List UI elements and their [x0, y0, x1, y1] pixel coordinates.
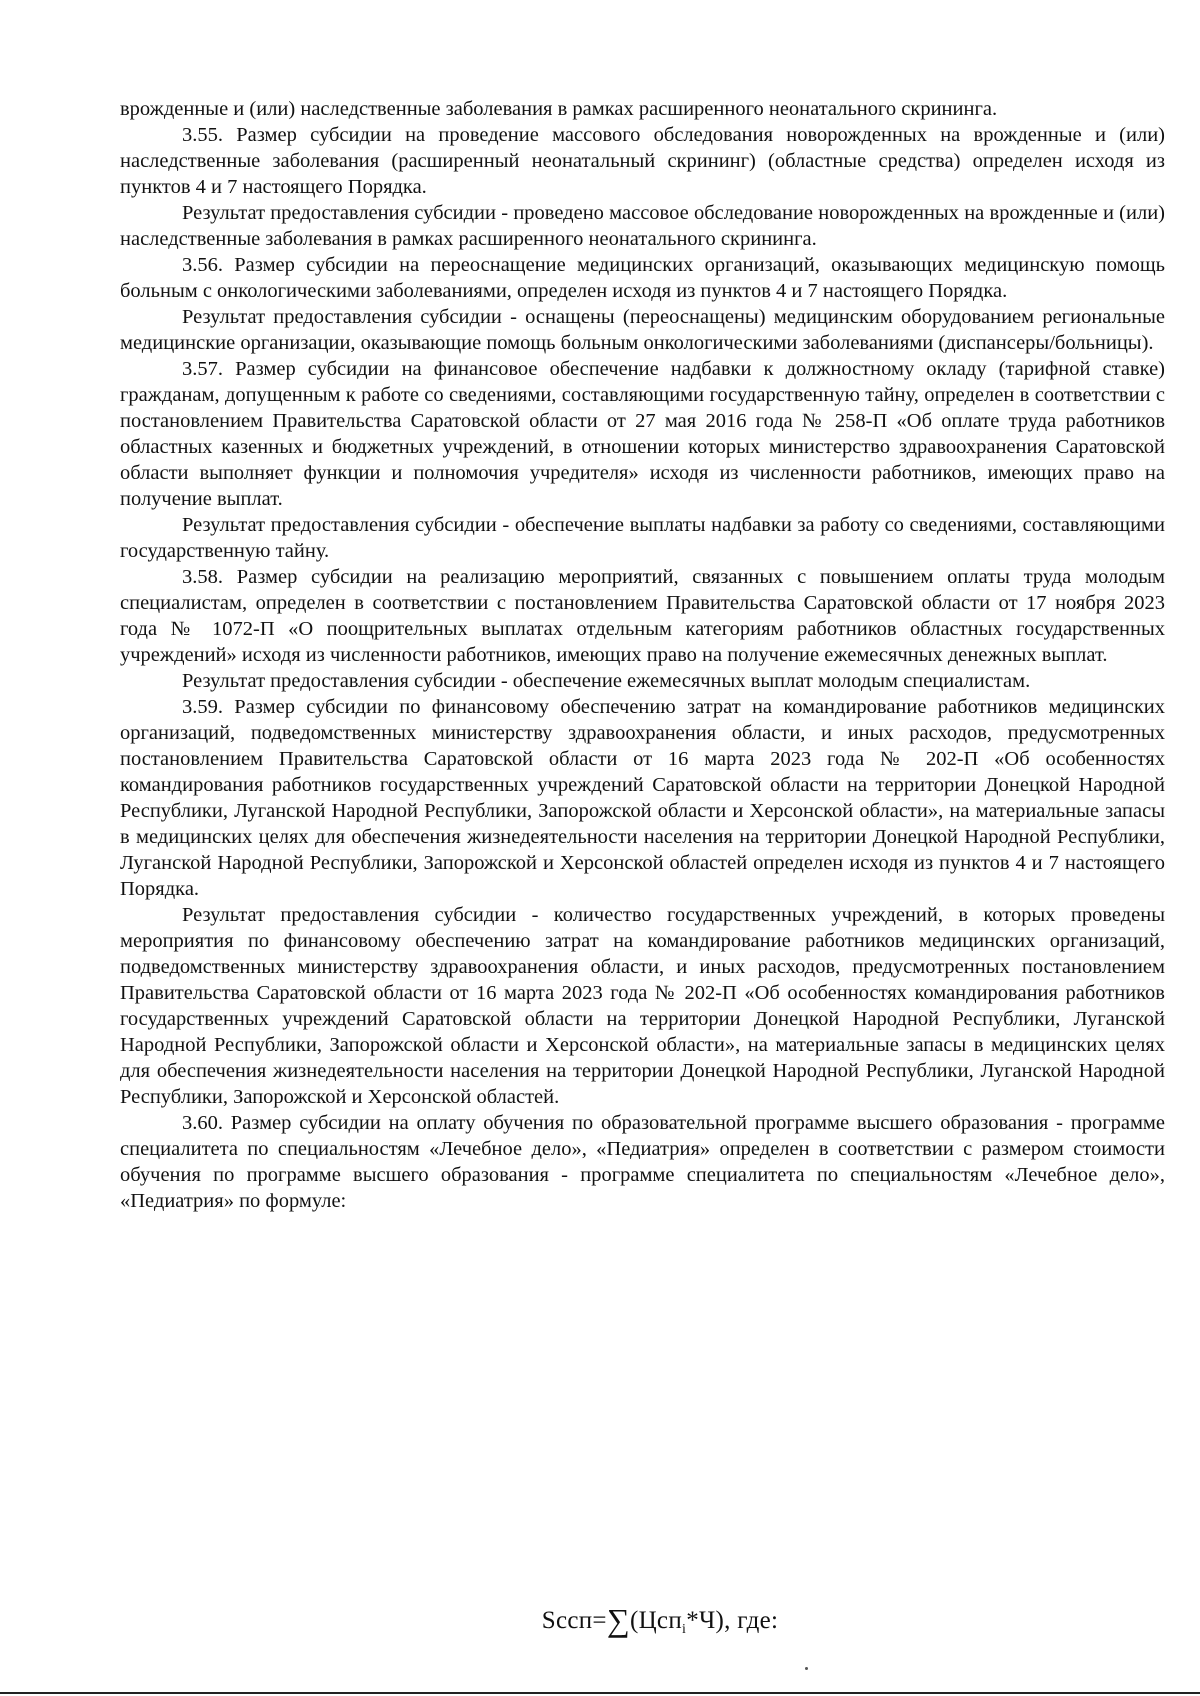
- paragraph-3-56: 3.56. Размер субсидии на переоснащение медицинских организаций, оказывающих медицинскую помощь больным с онкологическими заболеваниями, определен исходя из пунктов 4 и 7 настоящего Порядка.: [120, 254, 1165, 302]
- paragraph-3-59: 3.59. Размер субсидии по финансовому обеспечению затрат на командирование работников медицинских организаций, подведомственных министерству здравоохранения области, и иных расходов, предусмотренных постановлением Правительства Саратовской области от 16 марта 2023 года № 202-П «Об особенностях командирования работников государственных учреждений Саратовской области на территории Донецкой Народной Республики, Луганской Народной Республики, Запорожской области и Херсонской области», на материальные запасы в медицинских целях для обеспечения жизнедеятельности населения на территории Донецкой Народной Республики, Луганской Народной Республики, Запорожской и Херсонской областей определен исходя из пунктов 4 и 7 настоящего Порядка.: [120, 696, 1165, 900]
- document-body: [120, 96, 1165, 1214]
- bottom-rule: [0, 1692, 1200, 1694]
- formula-rest: *Ч), где:: [686, 1607, 779, 1634]
- paragraph-3-55-result: Результат предоставления субсидии - проведено массовое обследование новорожденных на врожденные и (или) наследственные заболевания в рамках расширенного неонатального скрининга.: [120, 202, 1165, 250]
- formula-lhs: Sсcп=: [541, 1607, 607, 1634]
- paragraph-3-58-result: Результат предоставления субсидии - обеспечение ежемесячных выплат молодым специалистам.: [182, 670, 1031, 692]
- formula-subscript: i: [682, 1622, 687, 1637]
- paragraph-3-56-result: Результат предоставления субсидии - оснащены (переоснащены) медицинским оборудованием региональные медицинские организации, оказывающие помощь больным онкологическими заболеваниями (диспансеры/больницы).: [120, 306, 1165, 354]
- paragraph-continuation: врожденные и (или) наследственные заболевания в рамках расширенного неонатального скрининга.: [120, 98, 998, 120]
- paragraph-3-57: 3.57. Размер субсидии на финансовое обеспечение надбавки к должностному окладу (тарифной ставке) гражданам, допущенным к работе со сведениями, составляющими государственную тайну, определен в соответствии с постановлением Правительства Саратовской области от 27 мая 2016 года № 258-П «Об оплате труда работников областных казенных и бюджетных учреждений, в отношении которых министерство здравоохранения Саратовской области выполняет функции и полномочия учредителя» исходя из численности работников, имеющих право на получение выплат.: [120, 358, 1165, 510]
- subsidy-formula: [0, 1602, 1200, 1639]
- paragraph-3-60: 3.60. Размер субсидии на оплату обучения по образовательной программе высшего образования - программе специалитета по специальностям «Лечебное дело», «Педиатрия» определен в соответствии с размером стоимости обучения по программе высшего образования - программе специалитета по специальностям «Лечебное дело», «Педиатрия» по формуле:: [120, 1112, 1165, 1212]
- paragraph-3-55: 3.55. Размер субсидии на проведение массового обследования новорожденных на врожденные и (или) наследственные заболевания (расширенный неонатальный скрининг) (областные средства) определен исходя из пунктов 4 и 7 настоящего Порядка.: [120, 124, 1165, 198]
- paragraph-3-58: 3.58. Размер субсидии на реализацию мероприятий, связанных с повышением оплаты труда молодым специалистам, определен в соответствии с постановлением Правительства Саратовской области от 17 ноября 2023 года № 1072-П «О поощрительных выплатах отдельным категориям работников областных государственных учреждений» исходя из численности работников, имеющих право на получение ежемесячных денежных выплат.: [120, 566, 1165, 666]
- formula-open: (Цсп: [629, 1607, 682, 1634]
- sum-symbol: ∑: [606, 1602, 630, 1638]
- scan-speck: [805, 1667, 808, 1670]
- paragraph-3-57-result: Результат предоставления субсидии - обеспечение выплаты надбавки за работу со сведениями, составляющими государственную тайну.: [120, 514, 1165, 562]
- paragraph-3-59-result: Результат предоставления субсидии - количество государственных учреждений, в которых проведены мероприятия по финансовому обеспечению затрат на командирование работников медицинских организаций, подведомственных министерству здравоохранения области, и иных расходов, предусмотренных постановлением Правительства Саратовской области от 16 марта 2023 года № 202-П «Об особенностях командирования работников государственных учреждений Саратовской области на территории Донецкой Народной Республики, Луганской Народной Республики, Запорожской области и Херсонской области», на материальные запасы в медицинских целях для обеспечения жизнедеятельности населения на территории Донецкой Народной Республики, Луганской Народной Республики, Запорожской и Херсонской областей.: [120, 904, 1165, 1108]
